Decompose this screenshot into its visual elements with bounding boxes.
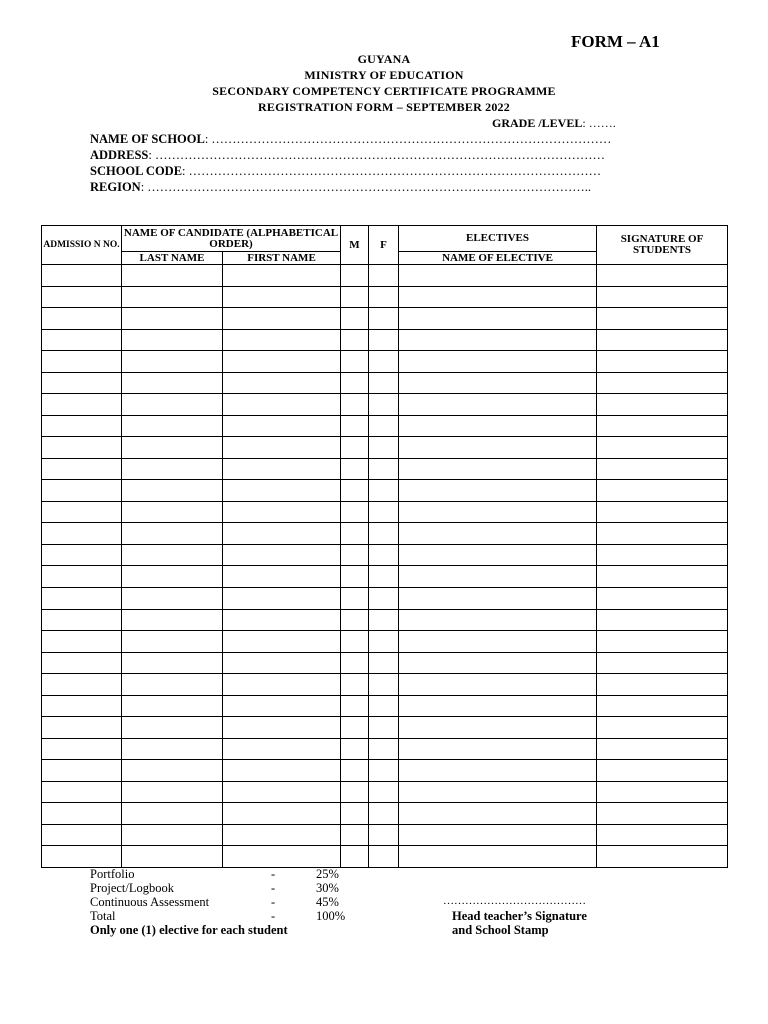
- table-cell[interactable]: [42, 781, 122, 803]
- table-cell[interactable]: [399, 652, 597, 674]
- table-row: [42, 781, 728, 803]
- table-cell[interactable]: [223, 308, 341, 330]
- table-cell[interactable]: [597, 394, 728, 416]
- table-cell[interactable]: [122, 674, 223, 696]
- table-cell[interactable]: [369, 394, 399, 416]
- table-cell[interactable]: [122, 351, 223, 373]
- registration-table: [41, 225, 728, 868]
- table-cell[interactable]: [223, 372, 341, 394]
- table-cell[interactable]: [399, 480, 597, 502]
- table-row: [42, 717, 728, 739]
- table-row: [42, 631, 728, 653]
- assessment-pct: 25%: [316, 867, 339, 881]
- table-cell[interactable]: [341, 394, 369, 416]
- header-form-title: REGISTRATION FORM – SEPTEMBER 2022: [258, 100, 510, 114]
- table-cell[interactable]: [341, 329, 369, 351]
- table-cell[interactable]: [597, 652, 728, 674]
- school-stamp-label: and School Stamp: [452, 923, 549, 937]
- table-cell[interactable]: [42, 415, 122, 437]
- assessment-pct: 100%: [316, 909, 346, 923]
- table-row: [42, 437, 728, 459]
- school-name-fill: : ……………………………………………………………………………………: [204, 132, 612, 146]
- table-cell[interactable]: [42, 695, 122, 717]
- table-cell[interactable]: [42, 480, 122, 502]
- table-cell[interactable]: [122, 372, 223, 394]
- grade-label: GRADE /LEVEL: [492, 116, 583, 130]
- table-cell[interactable]: [223, 415, 341, 437]
- table-cell[interactable]: [223, 652, 341, 674]
- table-cell[interactable]: [399, 846, 597, 868]
- table-cell[interactable]: [399, 523, 597, 545]
- table-cell[interactable]: [122, 588, 223, 610]
- table-cell[interactable]: [597, 609, 728, 631]
- table-cell[interactable]: [369, 846, 399, 868]
- table-cell[interactable]: [341, 803, 369, 825]
- table-cell[interactable]: [122, 760, 223, 782]
- table-cell[interactable]: [223, 738, 341, 760]
- table-cell[interactable]: [399, 588, 597, 610]
- table-cell[interactable]: [122, 738, 223, 760]
- table-cell[interactable]: [369, 437, 399, 459]
- table-cell[interactable]: [42, 588, 122, 610]
- table-cell[interactable]: [399, 803, 597, 825]
- table-cell[interactable]: [122, 781, 223, 803]
- table-cell[interactable]: [122, 652, 223, 674]
- table-cell[interactable]: [341, 846, 369, 868]
- table-cell[interactable]: [597, 480, 728, 502]
- table-cell[interactable]: [597, 523, 728, 545]
- table-cell[interactable]: [42, 609, 122, 631]
- table-cell[interactable]: [597, 781, 728, 803]
- table-cell[interactable]: [597, 351, 728, 373]
- table-cell[interactable]: [369, 760, 399, 782]
- table-cell[interactable]: [597, 846, 728, 868]
- table-cell[interactable]: [597, 501, 728, 523]
- table-cell[interactable]: [341, 286, 369, 308]
- school-code-fill: : ………………………………………………………………………………………: [182, 164, 602, 178]
- table-cell[interactable]: [369, 781, 399, 803]
- table-cell[interactable]: [399, 501, 597, 523]
- table-cell[interactable]: [223, 695, 341, 717]
- header-ministry: MINISTRY OF EDUCATION: [304, 68, 464, 82]
- table-cell[interactable]: [341, 523, 369, 545]
- table-cell[interactable]: [122, 329, 223, 351]
- table-cell[interactable]: [341, 372, 369, 394]
- table-cell[interactable]: [42, 308, 122, 330]
- table-cell[interactable]: [597, 588, 728, 610]
- table-cell[interactable]: [42, 717, 122, 739]
- table-cell[interactable]: [399, 760, 597, 782]
- table-cell[interactable]: [42, 458, 122, 480]
- table-cell[interactable]: [399, 351, 597, 373]
- table-cell[interactable]: [369, 824, 399, 846]
- table-cell[interactable]: [223, 781, 341, 803]
- table-cell[interactable]: [223, 803, 341, 825]
- table-cell[interactable]: [597, 717, 728, 739]
- table-cell[interactable]: [399, 394, 597, 416]
- address-fill: : ………………………………………………………………………………………………: [148, 148, 605, 162]
- assessment-dash: -: [271, 881, 276, 895]
- signature-header: SIGNATURE OF STUDENTS: [597, 226, 728, 265]
- table-cell[interactable]: [42, 501, 122, 523]
- form-id: FORM – A1: [571, 32, 660, 51]
- table-cell[interactable]: [122, 480, 223, 502]
- address-label: ADDRESS: [90, 148, 149, 162]
- table-cell[interactable]: [122, 265, 223, 287]
- table-cell[interactable]: [369, 674, 399, 696]
- table-row: [42, 609, 728, 631]
- first-name-header: FIRST NAME: [223, 252, 341, 265]
- table-row: [42, 308, 728, 330]
- table-cell[interactable]: [122, 286, 223, 308]
- table-cell[interactable]: [341, 437, 369, 459]
- table-cell[interactable]: [341, 781, 369, 803]
- table-cell[interactable]: [369, 717, 399, 739]
- school-code-field[interactable]: [90, 164, 650, 179]
- table-cell[interactable]: [42, 631, 122, 653]
- table-cell[interactable]: [399, 544, 597, 566]
- table-cell[interactable]: [399, 674, 597, 696]
- table-cell[interactable]: [122, 544, 223, 566]
- table-cell[interactable]: [341, 738, 369, 760]
- table-cell[interactable]: [341, 824, 369, 846]
- table-cell[interactable]: [122, 458, 223, 480]
- table-cell[interactable]: [223, 351, 341, 373]
- table-cell[interactable]: [42, 674, 122, 696]
- admission-no-header: ADMISSIO N NO.: [42, 226, 122, 265]
- table-cell[interactable]: [341, 308, 369, 330]
- table-cell[interactable]: [223, 437, 341, 459]
- table-row: [42, 588, 728, 610]
- table-cell[interactable]: [597, 760, 728, 782]
- table-cell[interactable]: [223, 588, 341, 610]
- table-cell[interactable]: [369, 501, 399, 523]
- table-cell[interactable]: [42, 372, 122, 394]
- table-cell[interactable]: [369, 458, 399, 480]
- table-cell[interactable]: [223, 480, 341, 502]
- table-cell[interactable]: [369, 588, 399, 610]
- head-teacher-signature-label: Head teacher’s Signature: [452, 909, 587, 923]
- table-cell[interactable]: [369, 329, 399, 351]
- table-cell[interactable]: [341, 588, 369, 610]
- region-label: REGION: [90, 180, 141, 194]
- header-programme: SECONDARY COMPETENCY CERTIFICATE PROGRAMME: [212, 84, 556, 98]
- table-row: [42, 652, 728, 674]
- table-cell[interactable]: [42, 824, 122, 846]
- table-row: [42, 329, 728, 351]
- table-cell[interactable]: [122, 566, 223, 588]
- elective-note: Only one (1) elective for each student: [90, 923, 288, 937]
- table-cell[interactable]: [42, 803, 122, 825]
- school-name-label: NAME OF SCHOOL: [90, 132, 205, 146]
- table-cell[interactable]: [341, 609, 369, 631]
- table-cell[interactable]: [122, 717, 223, 739]
- grade-fill: : …….: [582, 116, 616, 130]
- table-cell[interactable]: [122, 415, 223, 437]
- table-cell[interactable]: [122, 631, 223, 653]
- table-cell[interactable]: [341, 674, 369, 696]
- table-cell[interactable]: [341, 265, 369, 287]
- elective-name-header: NAME OF ELECTIVE: [399, 252, 597, 265]
- table-cell[interactable]: [597, 372, 728, 394]
- table-cell[interactable]: [122, 846, 223, 868]
- table-cell[interactable]: [223, 631, 341, 653]
- table-body: [42, 265, 728, 868]
- table-cell[interactable]: [42, 846, 122, 868]
- table-cell[interactable]: [399, 566, 597, 588]
- table-cell[interactable]: [122, 824, 223, 846]
- table-cell[interactable]: [369, 480, 399, 502]
- table-cell[interactable]: [341, 458, 369, 480]
- table-cell[interactable]: [223, 544, 341, 566]
- table-cell[interactable]: [42, 437, 122, 459]
- table-cell[interactable]: [42, 544, 122, 566]
- table-cell[interactable]: [369, 351, 399, 373]
- assessment-label: Portfolio: [90, 867, 135, 881]
- school-code-label: SCHOOL CODE: [90, 164, 183, 178]
- table-row: [42, 760, 728, 782]
- table-cell[interactable]: [597, 544, 728, 566]
- table-cell[interactable]: [341, 415, 369, 437]
- table-cell[interactable]: [341, 566, 369, 588]
- table-cell[interactable]: [597, 415, 728, 437]
- table-cell[interactable]: [223, 523, 341, 545]
- assessment-label: Project/Logbook: [90, 881, 175, 895]
- table-cell[interactable]: [597, 824, 728, 846]
- table-cell[interactable]: [597, 695, 728, 717]
- table-cell[interactable]: [369, 286, 399, 308]
- table-cell[interactable]: [399, 695, 597, 717]
- table-cell[interactable]: [122, 523, 223, 545]
- table-cell[interactable]: [122, 501, 223, 523]
- table-cell[interactable]: [42, 265, 122, 287]
- table-cell[interactable]: [399, 329, 597, 351]
- table-cell[interactable]: [42, 286, 122, 308]
- table-cell[interactable]: [399, 631, 597, 653]
- table-cell[interactable]: [341, 652, 369, 674]
- table-row: [42, 695, 728, 717]
- table-cell[interactable]: [223, 674, 341, 696]
- table-cell[interactable]: [597, 674, 728, 696]
- table-row: [42, 501, 728, 523]
- school-name-field[interactable]: [90, 132, 650, 147]
- last-name-header: LAST NAME: [122, 252, 223, 265]
- table-row: [42, 372, 728, 394]
- table-row: [42, 846, 728, 868]
- table-cell[interactable]: [399, 781, 597, 803]
- region-field[interactable]: [90, 180, 650, 195]
- table-cell[interactable]: [399, 609, 597, 631]
- table-row: [42, 824, 728, 846]
- region-fill: : ……………………………………………………………………………………………..: [140, 180, 592, 194]
- table-cell[interactable]: [369, 566, 399, 588]
- table-cell[interactable]: [341, 544, 369, 566]
- table-cell[interactable]: [223, 501, 341, 523]
- assessment-dash: -: [271, 867, 276, 881]
- signature-line: …………………………………: [443, 895, 586, 907]
- table-cell[interactable]: [369, 308, 399, 330]
- table-cell[interactable]: [399, 738, 597, 760]
- table-cell[interactable]: [597, 437, 728, 459]
- assessment-label: Total: [90, 909, 116, 923]
- table-cell[interactable]: [223, 286, 341, 308]
- table-row: [42, 286, 728, 308]
- table-cell[interactable]: [223, 566, 341, 588]
- table-row: [42, 480, 728, 502]
- table-cell[interactable]: [341, 717, 369, 739]
- table-cell[interactable]: [223, 394, 341, 416]
- table-cell[interactable]: [369, 415, 399, 437]
- table-cell[interactable]: [369, 265, 399, 287]
- assessment-dash: -: [271, 895, 276, 909]
- assessment-label: Continuous Assessment: [90, 895, 210, 909]
- assessment-dash: -: [271, 909, 276, 923]
- table-row: [42, 544, 728, 566]
- table-cell[interactable]: [223, 265, 341, 287]
- table-cell[interactable]: [369, 803, 399, 825]
- table-cell[interactable]: [42, 523, 122, 545]
- assessment-pct: 45%: [316, 895, 339, 909]
- table-cell[interactable]: [369, 523, 399, 545]
- table-cell[interactable]: [399, 415, 597, 437]
- table-cell[interactable]: [42, 566, 122, 588]
- table-cell[interactable]: [223, 329, 341, 351]
- grade-level-field[interactable]: [492, 116, 616, 131]
- table-cell[interactable]: [223, 760, 341, 782]
- table-cell[interactable]: [341, 351, 369, 373]
- table-cell[interactable]: [597, 566, 728, 588]
- table-row: [42, 803, 728, 825]
- table-cell[interactable]: [399, 265, 597, 287]
- table-cell[interactable]: [223, 609, 341, 631]
- table-cell[interactable]: [341, 501, 369, 523]
- table-cell[interactable]: [597, 265, 728, 287]
- table-cell[interactable]: [122, 695, 223, 717]
- table-cell[interactable]: [122, 394, 223, 416]
- table-cell[interactable]: [223, 458, 341, 480]
- table-cell[interactable]: [399, 372, 597, 394]
- table-cell[interactable]: [122, 803, 223, 825]
- table-row: [42, 566, 728, 588]
- table-row: [42, 738, 728, 760]
- table-cell[interactable]: [223, 846, 341, 868]
- table-cell[interactable]: [597, 329, 728, 351]
- table-cell[interactable]: [399, 717, 597, 739]
- table-row: [42, 394, 728, 416]
- table-cell[interactable]: [369, 652, 399, 674]
- table-row: [42, 415, 728, 437]
- female-header: F: [369, 226, 399, 265]
- electives-header: ELECTIVES: [399, 226, 597, 252]
- table-row: [42, 265, 728, 287]
- table-cell[interactable]: [122, 308, 223, 330]
- table-cell[interactable]: [399, 437, 597, 459]
- table-cell[interactable]: [341, 480, 369, 502]
- assessment-pct: 30%: [316, 881, 339, 895]
- table-cell[interactable]: [42, 738, 122, 760]
- table-cell[interactable]: [42, 652, 122, 674]
- table-cell[interactable]: [341, 695, 369, 717]
- table-cell[interactable]: [597, 738, 728, 760]
- table-cell[interactable]: [597, 308, 728, 330]
- table-cell[interactable]: [369, 609, 399, 631]
- table-cell[interactable]: [223, 717, 341, 739]
- table-cell[interactable]: [597, 458, 728, 480]
- table-cell[interactable]: [369, 738, 399, 760]
- table-cell[interactable]: [341, 631, 369, 653]
- table-cell[interactable]: [369, 372, 399, 394]
- table-cell[interactable]: [42, 394, 122, 416]
- table-cell[interactable]: [341, 760, 369, 782]
- table-cell[interactable]: [42, 329, 122, 351]
- address-field[interactable]: [90, 148, 650, 163]
- table-cell[interactable]: [42, 760, 122, 782]
- header-country: GUYANA: [357, 52, 411, 66]
- table-cell[interactable]: [369, 631, 399, 653]
- table-row: [42, 523, 728, 545]
- table-cell[interactable]: [399, 824, 597, 846]
- table-cell[interactable]: [369, 695, 399, 717]
- table-cell[interactable]: [399, 458, 597, 480]
- table-cell[interactable]: [369, 544, 399, 566]
- table-cell[interactable]: [597, 286, 728, 308]
- table-cell[interactable]: [597, 803, 728, 825]
- male-header: M: [341, 226, 369, 265]
- table-cell[interactable]: [122, 437, 223, 459]
- table-cell[interactable]: [223, 824, 341, 846]
- table-cell[interactable]: [399, 286, 597, 308]
- table-row: [42, 351, 728, 373]
- candidate-name-header: NAME OF CANDIDATE (ALPHABETICAL ORDER): [122, 226, 341, 252]
- table-row: [42, 458, 728, 480]
- table-cell[interactable]: [597, 631, 728, 653]
- table-row: [42, 674, 728, 696]
- table-cell[interactable]: [42, 351, 122, 373]
- table-cell[interactable]: [122, 609, 223, 631]
- table-cell[interactable]: [399, 308, 597, 330]
